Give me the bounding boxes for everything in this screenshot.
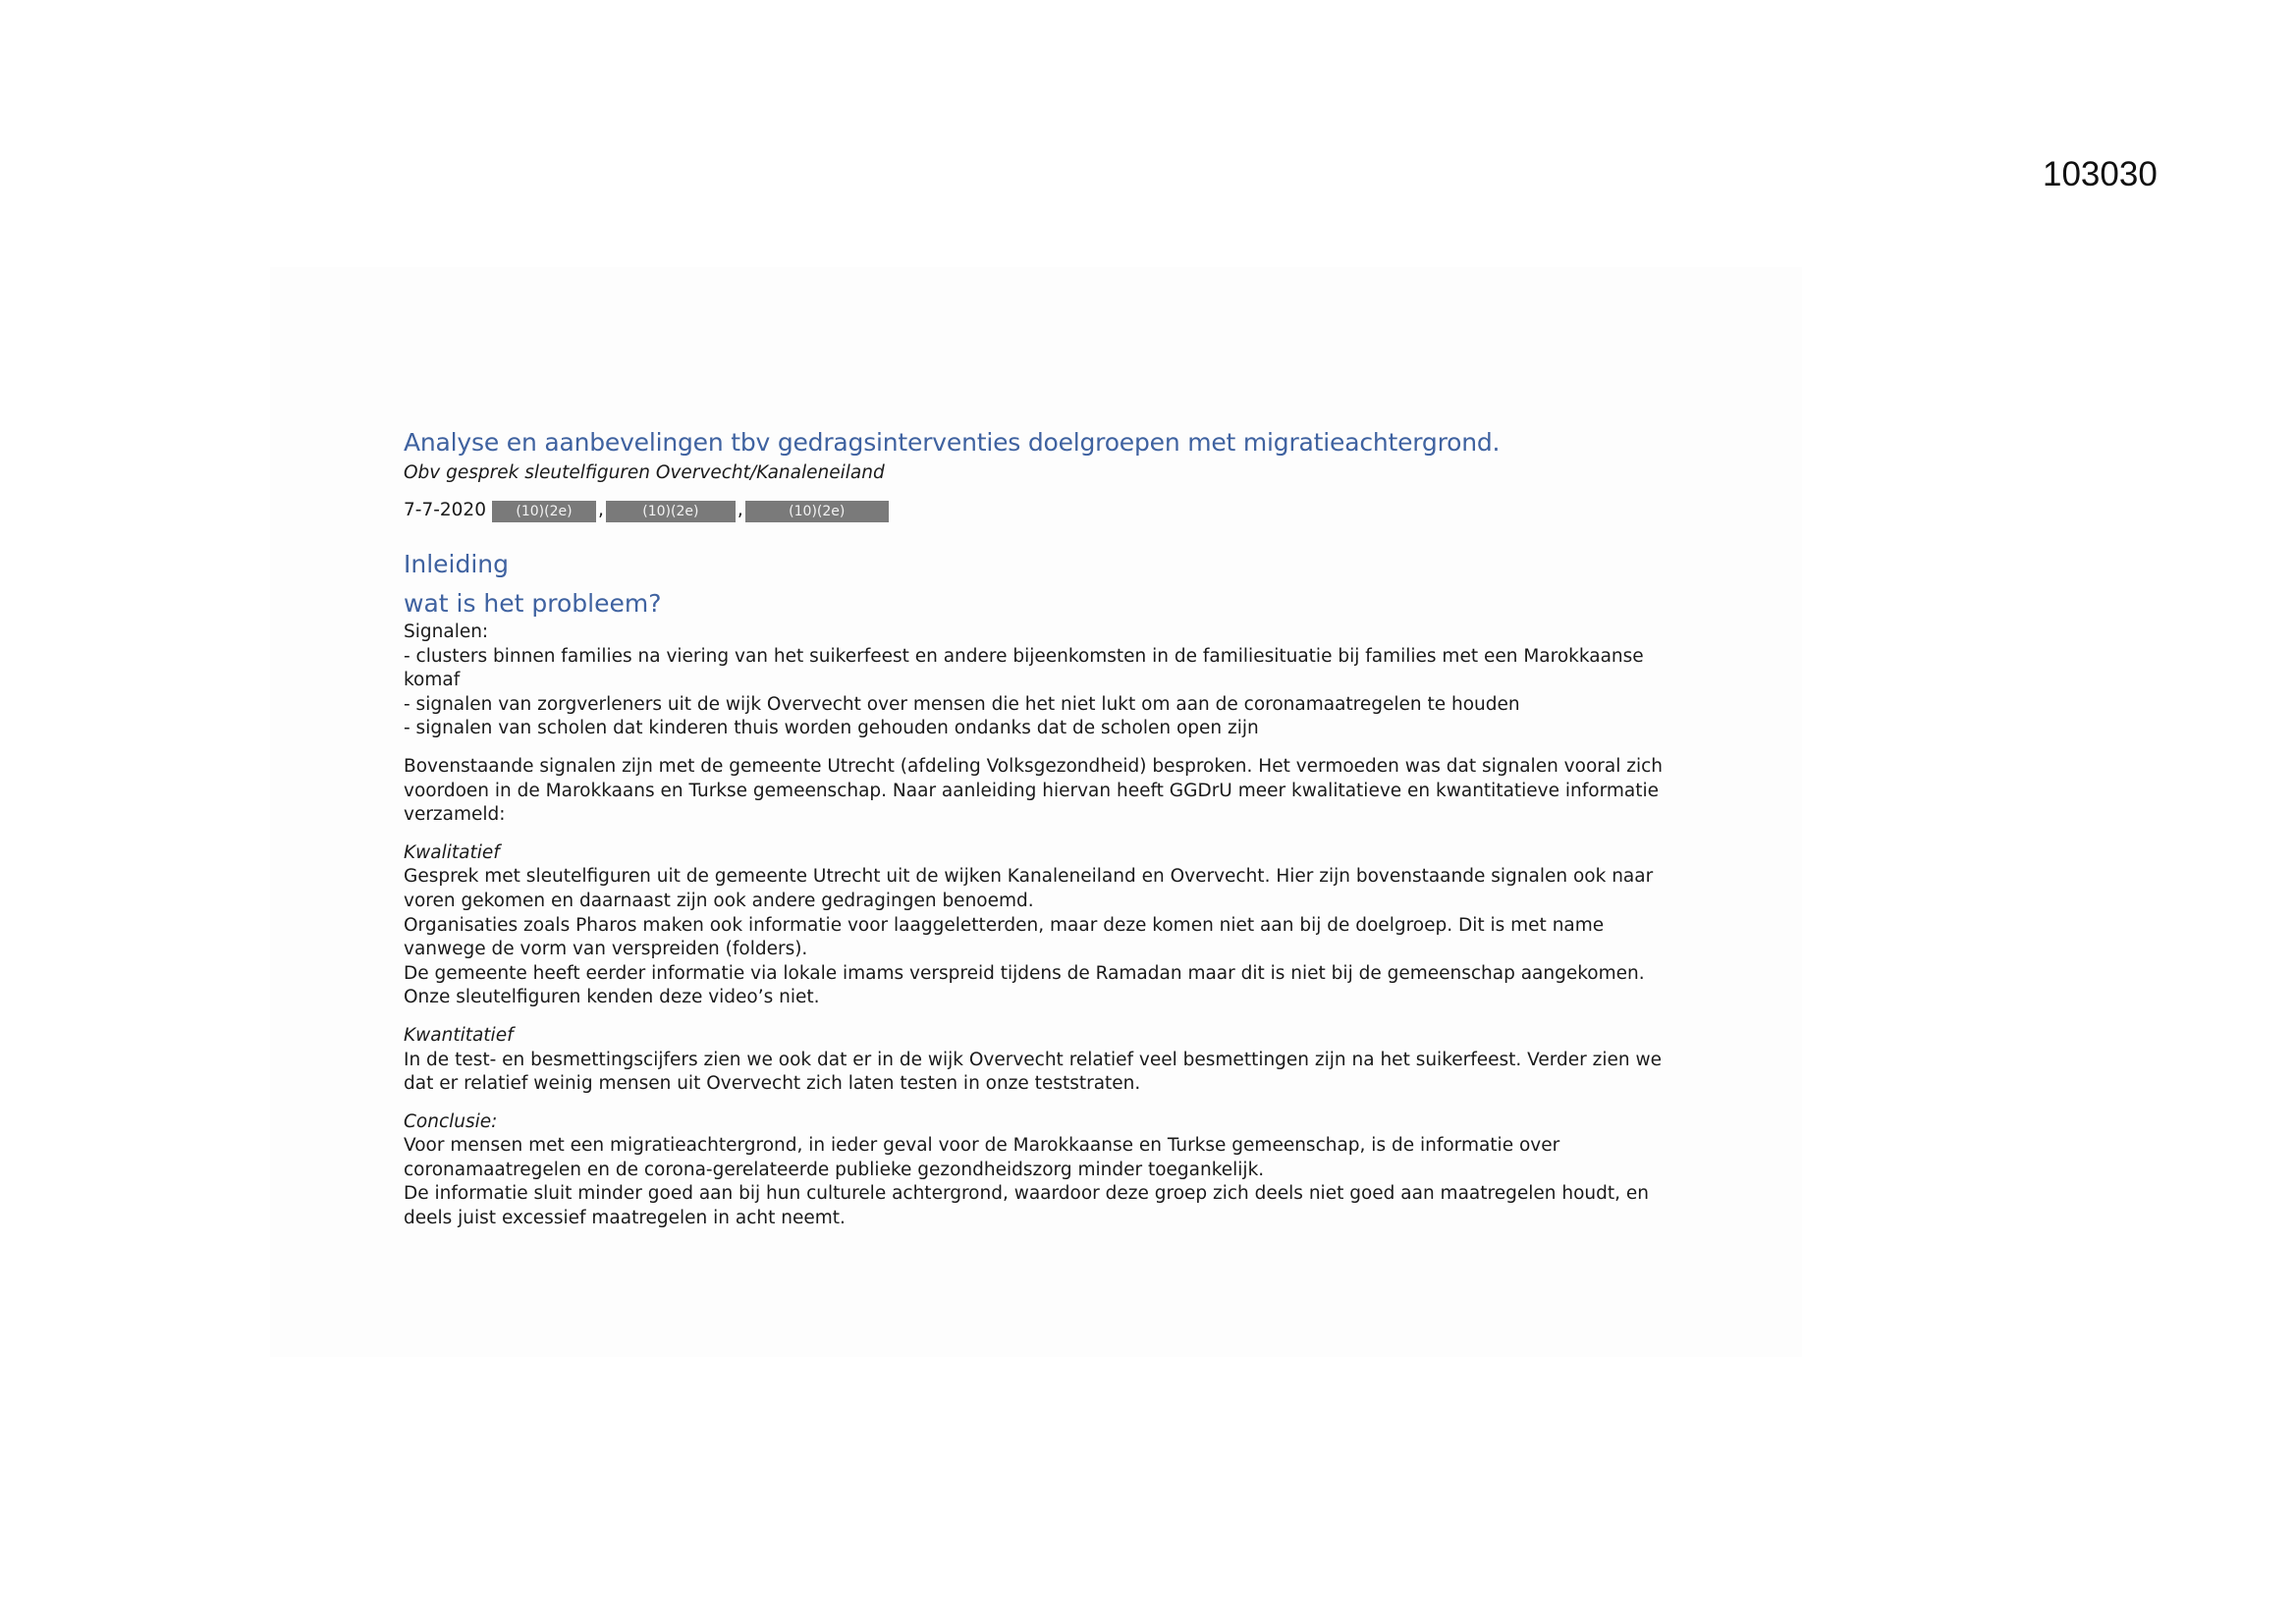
intro-paragraph: Bovenstaande signalen zijn met de gemeente Utrecht (afdeling Volksgezondheid) besproken. Het vermoeden was dat signalen vooral zich voordoen in de Marokkaans en Turkse gemeenschap. Naar aanleiding hiervan heeft GGDrU meer kwalitatieve en kwantitatieve informatie verzameld:: [404, 755, 1663, 826]
conclusie-section: [404, 1110, 1710, 1231]
kwalitatief-paragraph: Organisaties zoals Pharos maken ook informatie voor laaggeletterden, maar deze komen niet aan bij de doelgroep. Dit is met name vanwege de vorm van verspreiden (folders).: [404, 914, 1605, 960]
redaction-box: (10)(2e): [492, 501, 596, 522]
kwalitatief-section: [404, 841, 1710, 1010]
conclusie-paragraph: De informatie sluit minder goed aan bij hun culturele achtergrond, waardoor deze groep zich deels niet goed aan maatregelen houdt, en deels juist excessief maatregelen in acht neemt.: [404, 1183, 1649, 1229]
kwantitatief-section: [404, 1024, 1710, 1097]
signalen-section: [404, 621, 1710, 741]
separator: ,: [597, 500, 604, 520]
signalen-item: - signalen van zorgverleners uit de wijk Overvecht over mensen die het niet lukt om aan de coronamaatregelen te houden: [404, 693, 1520, 715]
intro-section: [404, 755, 1710, 828]
kwalitatief-label: Kwalitatief: [404, 841, 500, 863]
signalen-item: - signalen van scholen dat kinderen thuis worden gehouden ondanks dat de scholen open zijn: [404, 718, 1259, 739]
signalen-label: Signalen:: [404, 622, 489, 642]
document-title: Analyse en aanbevelingen tbv gedragsinterventies doelgroepen met migratieachtergrond.: [404, 428, 1501, 457]
separator: ,: [737, 500, 743, 520]
kwalitatief-paragraph: De gemeente heeft eerder informatie via lokale imams verspreid tijdens de Ramadan maar dit is niet bij de gemeenschap aangekomen. Onze sleutelfiguren kenden deze video’s niet.: [404, 962, 1645, 1008]
heading-inleiding: Inleiding: [404, 550, 510, 578]
redaction-box: (10)(2e): [606, 501, 736, 522]
kwantitatief-label: Kwantitatief: [404, 1024, 514, 1046]
document-date: 7-7-2020: [404, 500, 486, 520]
document-number: 103030: [2043, 155, 2158, 193]
signalen-item: - clusters binnen families na viering van het suikerfeest en andere bijeenkomsten in de familiesituatie bij families met een Marokkaanse komaf: [404, 645, 1644, 691]
conclusie-label: Conclusie:: [404, 1110, 498, 1132]
document-content: [404, 426, 1710, 1231]
redaction-box: (10)(2e): [745, 501, 889, 522]
meta-line: [404, 497, 1710, 524]
heading-probleem: wat is het probleem?: [404, 589, 662, 618]
kwantitatief-paragraph: In de test- en besmettingscijfers zien we ook dat er in de wijk Overvecht relatief veel besmettingen zijn na het suikerfeest. Verder zien we dat er relatief weinig mensen uit Overvecht zich laten testen in onze teststraten.: [404, 1049, 1663, 1095]
conclusie-paragraph: Voor mensen met een migratieachtergrond, in ieder geval voor de Marokkaanse en Turkse gemeenschap, is de informatie over coronamaatregelen en de corona-gerelateerde publieke gezondheidszorg minder toegankelijk.: [404, 1135, 1560, 1180]
kwalitatief-paragraph: Gesprek met sleutelfiguren uit de gemeente Utrecht uit de wijken Kanaleneiland en Overvecht. Hier zijn bovenstaande signalen ook naar voren gekomen en daarnaast zijn ook andere gedragingen benoemd.: [404, 866, 1654, 911]
document-subtitle: Obv gesprek sleutelfiguren Overvecht/Kanaleneiland: [404, 462, 885, 483]
